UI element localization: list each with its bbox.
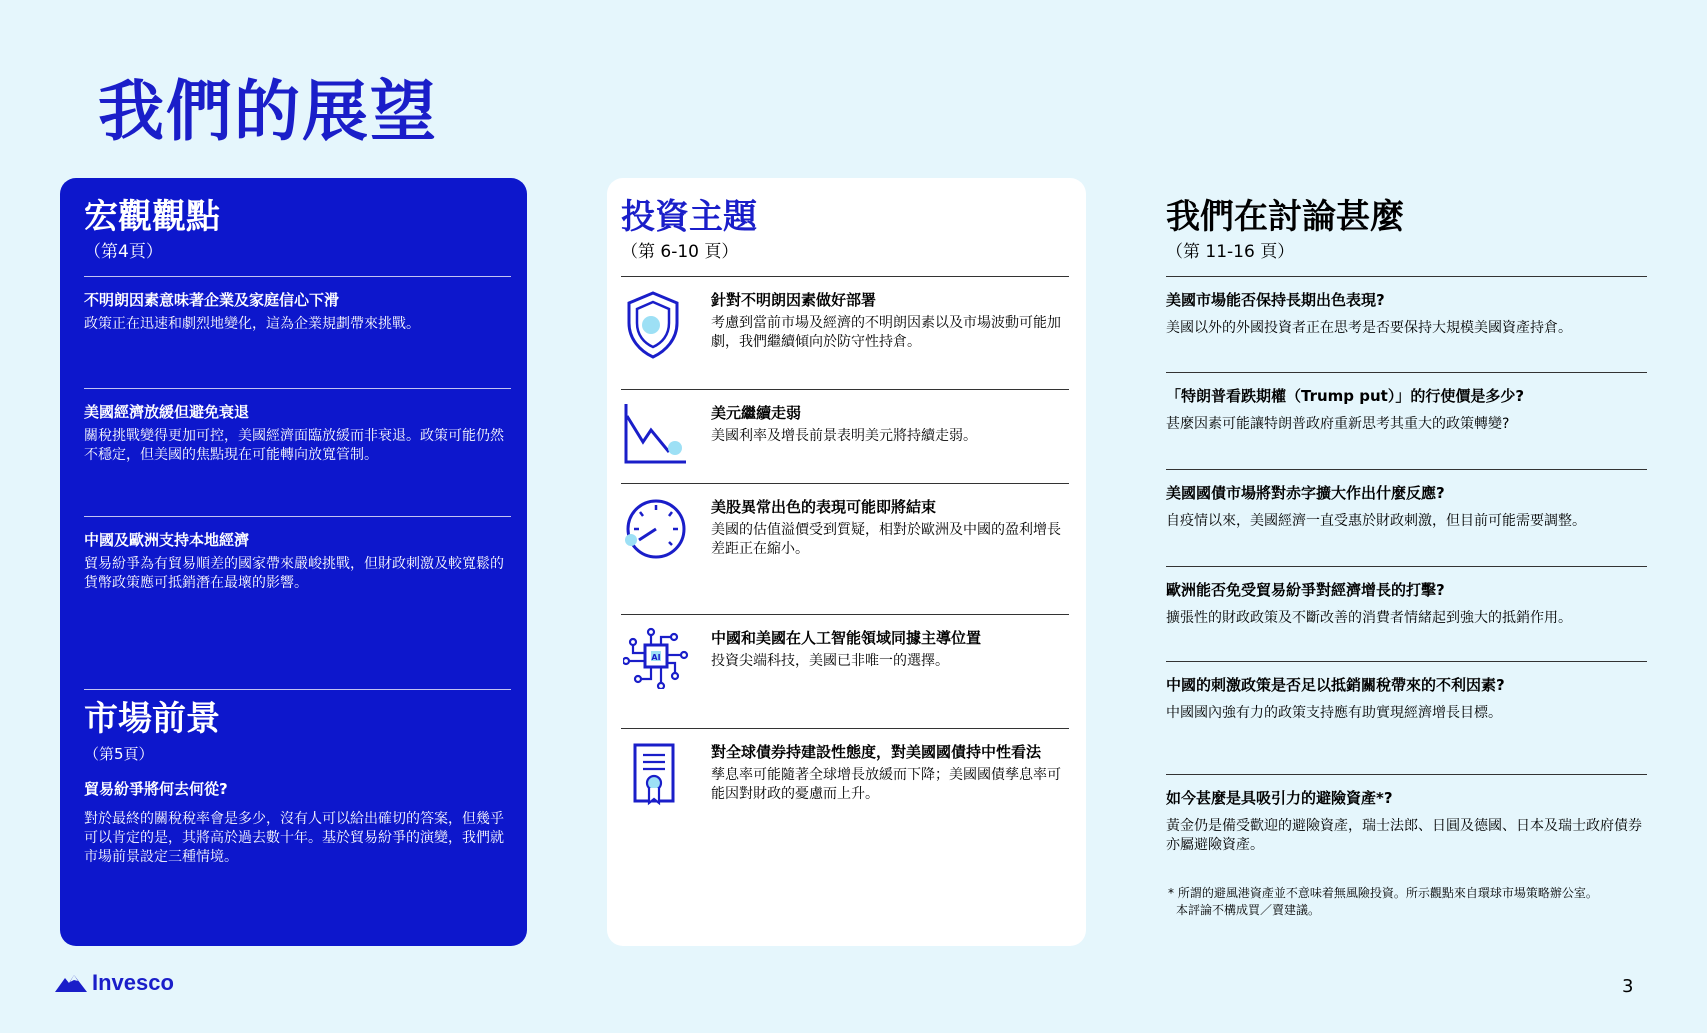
themes-panel xyxy=(607,178,1086,946)
discussion-item-text: 黃金仍是備受歡迎的避險資產，瑞士法郎、日圓及德國、日本及瑞士政府債券亦屬避險資產。 xyxy=(1166,818,1642,853)
discussion-item-text: 美國以外的外國投資者正在思考是否要保持大規模美國資產持倉。 xyxy=(1166,320,1572,336)
theme-item-text: 美國的估值溢價受到質疑，相對於歐洲及中國的盈利增長差距正在縮小。 xyxy=(711,522,1061,557)
theme-item-title: 中國和美國在人工智能領域同據主導位置 xyxy=(711,629,982,647)
discussion-item-title: 中國的刺激政策是否足以抵銷關稅帶來的不利因素? xyxy=(1166,676,1505,694)
discussion-item xyxy=(1166,662,1647,774)
page-number: 3 xyxy=(1622,976,1634,997)
macro-subtitle: （第4頁） xyxy=(84,242,163,262)
theme-item-title: 美元繼續走弱 xyxy=(711,404,802,422)
macro-item xyxy=(84,277,511,388)
discussion-item-text: 甚麼因素可能讓特朗普政府重新思考其重大的政策轉變? xyxy=(1166,416,1510,432)
discussion-item-title: 美國國債市場將對赤字擴大作出什麼反應? xyxy=(1166,484,1445,502)
gauge-icon xyxy=(621,496,711,614)
themes-subtitle: （第 6-10 頁） xyxy=(621,242,739,262)
page-title: 我們的展望 xyxy=(98,73,438,150)
theme-item xyxy=(621,484,1069,614)
macro-item-title: 不明朗因素意味著企業及家庭信心下滑 xyxy=(84,291,340,309)
theme-item-title: 對全球債券持建設性態度，對美國國債持中性看法 xyxy=(711,743,1042,761)
theme-item-text: 投資尖端科技，美國已非唯一的選擇。 xyxy=(711,653,949,669)
discussion-item xyxy=(1166,373,1647,469)
mountain-logo-icon xyxy=(54,972,88,994)
theme-item-text: 考慮到當前市場及經濟的不明朗因素以及市場波動可能加劇，我們繼續傾向於防守性持倉。 xyxy=(711,315,1061,350)
svg-text:AI: AI xyxy=(651,653,661,662)
invesco-logo xyxy=(54,970,174,996)
market-item-title: 貿易紛爭將何去何從? xyxy=(84,780,228,798)
bond-certificate-icon xyxy=(621,741,711,809)
ai-chip-icon xyxy=(621,627,711,728)
footnote-line: 本評論不構成買／賣建議。 xyxy=(1176,903,1321,917)
macro-item xyxy=(84,389,511,516)
discussion-item-title: 歐洲能否免受貿易紛爭對經濟增長的打擊? xyxy=(1166,581,1445,599)
discussion-item xyxy=(1166,470,1647,566)
macro-item-title: 美國經濟放緩但避免衰退 xyxy=(84,403,250,421)
discussion-item-title: 美國市場能否保持長期出色表現? xyxy=(1166,291,1385,309)
macro-item xyxy=(84,517,511,689)
discussion-item xyxy=(1166,775,1647,855)
theme-item xyxy=(621,277,1069,389)
footnote xyxy=(1166,885,1647,919)
macro-item-title: 中國及歐洲支持本地經濟 xyxy=(84,531,250,549)
discussion-item-text: 擴張性的財政政策及不斷改善的消費者情緒起到強大的抵銷作用。 xyxy=(1166,610,1572,626)
market-title: 市場前景 xyxy=(84,699,220,739)
macro-item-text: 貿易紛爭為有貿易順差的國家帶來嚴峻挑戰，但財政刺激及較寬鬆的貨幣政策應可抵銷潛在最壞的影響。 xyxy=(84,556,504,591)
shield-icon xyxy=(621,289,711,389)
market-subtitle: （第5頁） xyxy=(84,745,154,763)
theme-item-text: 孳息率可能隨著全球增長放緩而下降；美國國債孳息率可能因對財政的憂慮而上升。 xyxy=(711,767,1061,802)
themes-title: 投資主題 xyxy=(621,197,757,237)
discussion-subtitle: （第 11-16 頁） xyxy=(1166,242,1295,262)
theme-item xyxy=(621,729,1069,809)
macro-item-text: 關稅挑戰變得更加可控，美國經濟面臨放緩而非衰退。政策可能仍然不穩定，但美國的焦點現在可能轉向放寬管制。 xyxy=(84,428,504,463)
theme-item xyxy=(621,615,1069,728)
discussion-panel xyxy=(1166,178,1647,946)
theme-item-text: 美國利率及增長前景表明美元將持續走弱。 xyxy=(711,428,977,444)
discussion-item xyxy=(1166,567,1647,661)
theme-item-title: 美股異常出色的表現可能即將結束 xyxy=(711,498,937,516)
brand-name: Invesco xyxy=(92,970,174,995)
discussion-item-text: 中國國內強有力的政策支持應有助實現經濟增長目標。 xyxy=(1166,705,1502,721)
theme-item-title: 針對不明朗因素做好部署 xyxy=(711,291,877,309)
macro-panel xyxy=(60,178,527,946)
discussion-title: 我們在討論甚麼 xyxy=(1166,197,1404,237)
market-item-text: 對於最終的關稅稅率會是多少，沒有人可以給出確切的答案，但幾乎可以肯定的是，其將高於過去數十年。基於貿易紛爭的演變，我們就市場前景設定三種情境。 xyxy=(84,811,504,865)
discussion-item-title: 「特朗普看跌期權（Trump put）」的行使價是多少? xyxy=(1166,387,1525,405)
discussion-item-text: 自疫情以來，美國經濟一直受惠於財政刺激，但目前可能需要調整。 xyxy=(1166,513,1586,529)
discussion-item-title: 如今甚麼是具吸引力的避險資產*? xyxy=(1166,789,1393,807)
market-section xyxy=(84,690,511,867)
macro-item-text: 政策正在迅速和劇烈地變化，這為企業規劃帶來挑戰。 xyxy=(84,316,420,332)
footnote-line: * 所謂的避風港資產並不意味着無風險投資。所示觀點來自環球市場策略辦公室。 xyxy=(1168,886,1598,900)
declining-chart-icon xyxy=(621,402,711,483)
macro-title: 宏觀觀點 xyxy=(84,197,220,237)
theme-item xyxy=(621,390,1069,483)
discussion-item xyxy=(1166,277,1647,372)
